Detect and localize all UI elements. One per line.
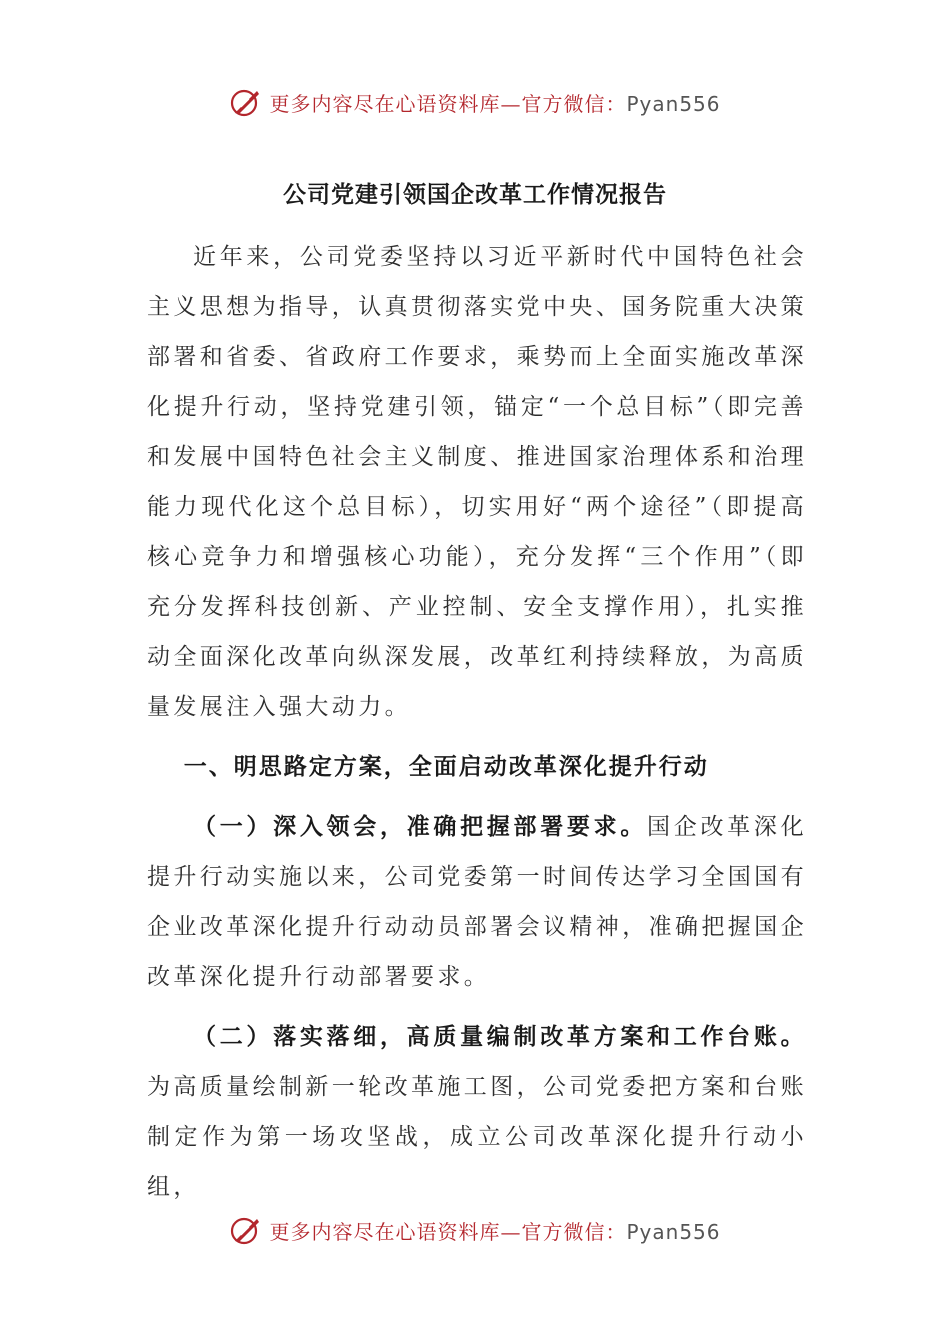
spacer xyxy=(147,792,807,802)
header-banner xyxy=(0,82,950,122)
quill-circle-logo-icon xyxy=(229,1213,263,1247)
banner-text xyxy=(269,1216,720,1245)
banner-account: Pyan556 xyxy=(626,91,721,116)
quill-circle-logo-icon xyxy=(229,85,263,119)
banner-main-text: 更多内容尽在心语资料库 xyxy=(269,91,501,116)
banner-separator: — xyxy=(500,91,522,116)
item-paragraph-1 xyxy=(147,802,807,1002)
spacer xyxy=(147,1002,807,1012)
item-body-1: 国企改革深化提升行动实施以来，公司党委第一时间传达学习全国国有企业改革深化提升行动动员部署会议精神，准确把握国企改革深化提升行动部署要求。 xyxy=(147,814,807,990)
footer-banner xyxy=(0,1210,950,1250)
banner-text xyxy=(269,88,720,117)
banner-label: 官方微信： xyxy=(521,1219,627,1244)
item-lead-1: （一）深入领会，准确把握部署要求。 xyxy=(193,813,648,840)
banner-label: 官方微信： xyxy=(521,91,627,116)
banner-main-text: 更多内容尽在心语资料库 xyxy=(269,1219,501,1244)
section-heading: 一、明思路定方案，全面启动改革深化提升行动 xyxy=(183,753,709,780)
banner-separator: — xyxy=(500,1219,522,1244)
item-lead-2: （二）落实落细，高质量编制改革方案和工作台账。 xyxy=(193,1023,807,1050)
intro-paragraph: 近年来，公司党委坚持以习近平新时代中国特色社会主义思想为指导，认真贯彻落实党中央、国务院重大决策部署和省委、省政府工作要求，乘势而上全面实施改革深化提升行动，坚持党建引领，锚定“一个总目标”（即完善和发展中国特色社会主义制度、推进国家治理体系和治理能力现代化这个总目标），切实用好“两个途径”（即提高核心竞争力和增强核心功能），充分发挥“三个作用”（即充分发挥科技创新、产业控制、安全支撑作用），扎实推动全面深化改革向纵深发展，改革红利持续释放，为高质量发展注入强大动力。 xyxy=(147,244,807,720)
item-body-2: 为高质量绘制新一轮改革施工图，公司党委把方案和台账制定作为第一场攻坚战，成立公司改革深化提升行动小组， xyxy=(147,1074,807,1200)
document-body xyxy=(147,232,807,1212)
banner-account: Pyan556 xyxy=(626,1219,721,1244)
item-paragraph-2 xyxy=(147,1012,807,1212)
document-title: 公司党建引领国企改革工作情况报告 xyxy=(283,182,667,208)
